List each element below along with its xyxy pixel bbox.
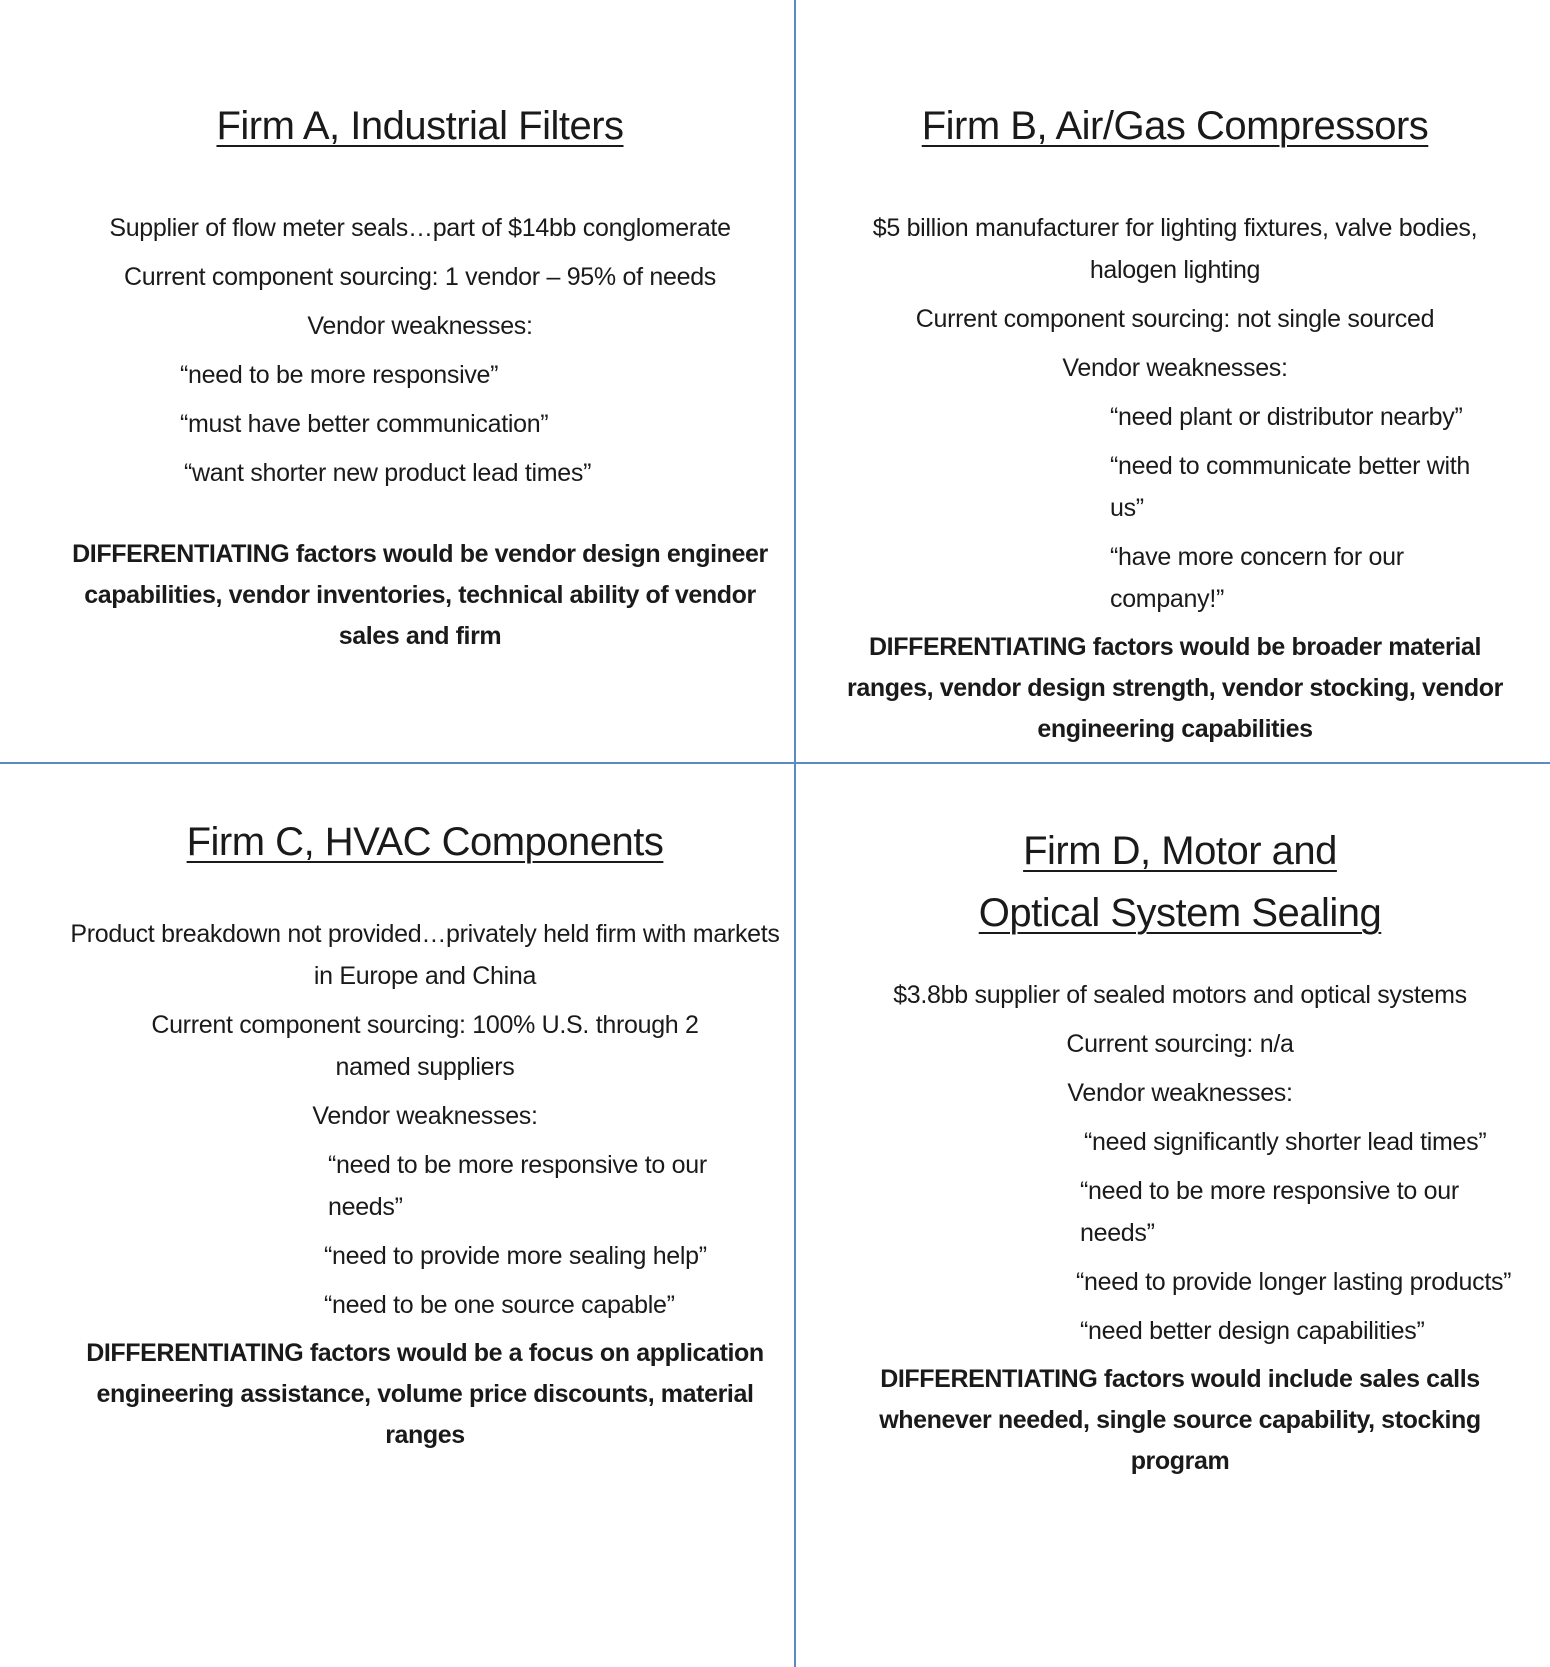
firm-d-quote-2: “need to be more responsive to our needs” [1080,1177,1459,1247]
firm-d-differentiating: DIFFERENTIATING factors would include sales calls whenever needed, single source capability, stocking program [879,1365,1481,1475]
firm-b-panel [840,104,1510,750]
firm-d-sourcing: Current sourcing: n/a [1066,1030,1294,1058]
firm-a-panel [60,104,780,657]
firm-d-panel [840,820,1520,1482]
firm-c-sourcing: Current component sourcing: 100% U.S. through 2 named suppliers [151,1011,699,1081]
firm-c-quote-3: “need to be one source capable” [324,1291,675,1319]
firm-b-sourcing: Current component sourcing: not single sourced [915,305,1435,333]
firm-b-quote-1: “need plant or distributor nearby” [1110,403,1463,431]
firm-a-quote-2: “must have better communication” [180,410,549,438]
firm-a-sourcing: Current component sourcing: 1 vendor – 95% of needs [123,263,716,291]
firm-b-description: $5 billion manufacturer for lighting fixtures, valve bodies, halogen lighting [872,214,1478,284]
firm-a-title: Firm A, Industrial Filters [216,104,624,148]
firm-c-panel [70,820,780,1456]
firm-c-quote-2: “need to provide more sealing help” [324,1242,707,1270]
firm-a-description: Supplier of flow meter seals…part of $14bb conglomerate [109,214,731,242]
firm-d-quote-3: “need to provide longer lasting products” [1076,1268,1512,1296]
firm-d-quote-1: “need significantly shorter lead times” [1084,1128,1487,1156]
firm-c-differentiating: DIFFERENTIATING factors would be a focus on application engineering assistance, volume price discounts, material ranges [86,1339,764,1449]
firm-a-quote-1: “need to be more responsive” [180,361,499,389]
firm-a-weaknesses-label: Vendor weaknesses: [307,312,533,340]
firm-b-title: Firm B, Air/Gas Compressors [921,104,1429,148]
firm-c-title: Firm C, HVAC Components [186,820,664,864]
firm-b-weaknesses-label: Vendor weaknesses: [1062,354,1288,382]
firm-b-differentiating: DIFFERENTIATING factors would be broader material ranges, vendor design strength, vendor stocking, vendor engineering capabilities [847,633,1503,743]
firm-d-description: $3.8bb supplier of sealed motors and optical systems [893,981,1467,1009]
firm-b-quote-3: “have more concern for our company!” [1110,543,1404,613]
firm-a-differentiating: DIFFERENTIATING factors would be vendor design engineer capabilities, vendor inventories, technical ability of vendor sales and firm [72,540,768,650]
vertical-divider [794,0,796,1667]
firm-d-weaknesses-label: Vendor weaknesses: [1067,1079,1293,1107]
firm-b-quote-2: “need to communicate better with us” [1110,452,1471,522]
firm-a-quote-3: “want shorter new product lead times” [184,459,592,487]
firm-d-title-line-1: Firm D, Motor and [1023,829,1337,873]
firm-c-quote-1: “need to be more responsive to our needs” [328,1151,707,1221]
horizontal-divider [0,762,1550,764]
firm-d-title-line-2: Optical System Sealing [978,891,1382,935]
firm-d-quote-4: “need better design capabilities” [1080,1317,1425,1345]
firm-c-description: Product breakdown not provided…privately held firm with markets in Europe and China [70,920,780,990]
firm-c-weaknesses-label: Vendor weaknesses: [312,1102,538,1130]
